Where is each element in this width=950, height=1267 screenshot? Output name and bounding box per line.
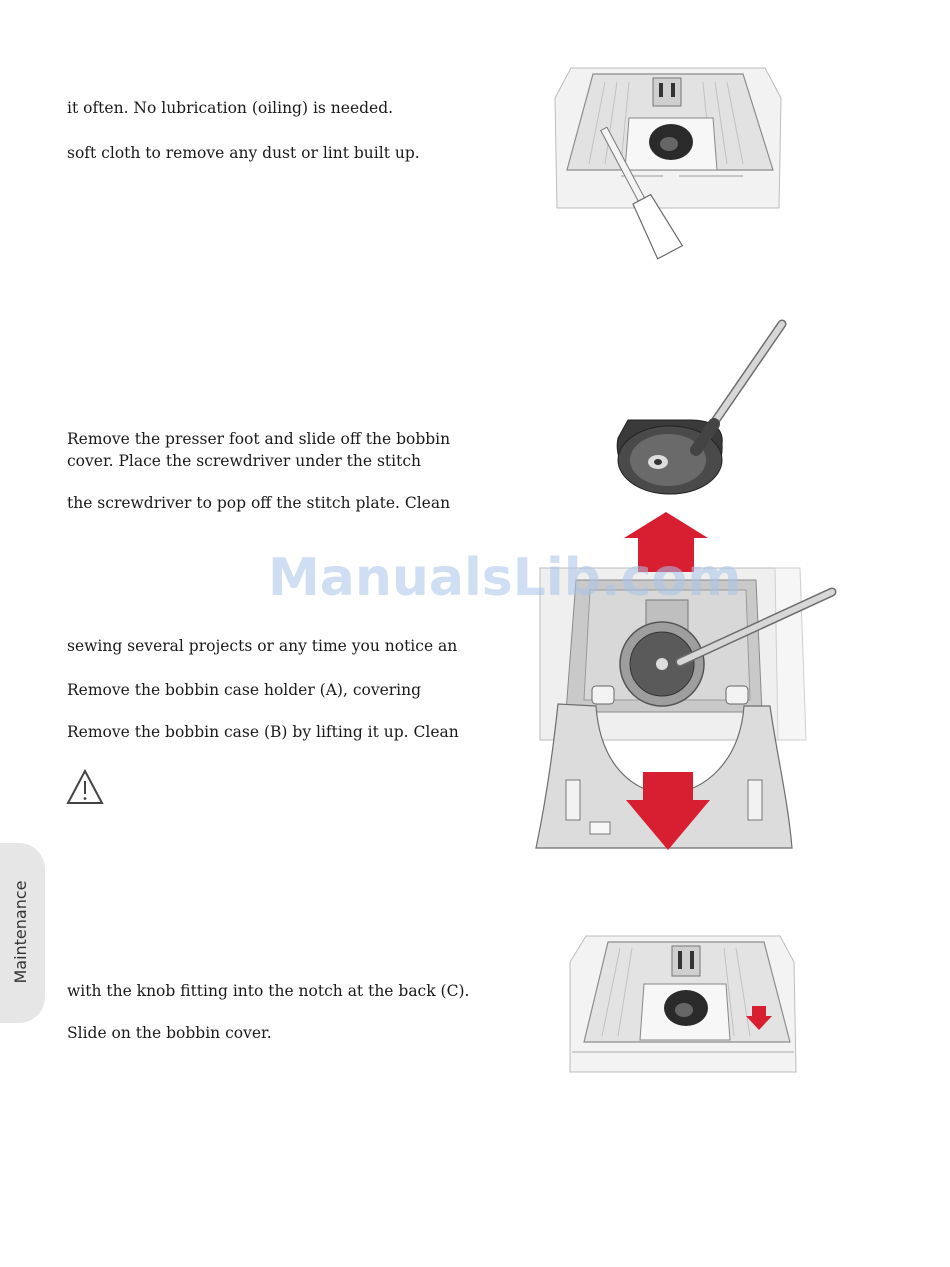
- text-line-lubrication: it often. No lubrication (oiling) is needed.: [67, 99, 394, 117]
- stitch-plate-replaced-illustration: [568, 932, 798, 1074]
- text-line-several-projects: sewing several projects or any time you notice an: [67, 637, 458, 655]
- text-line-bobbin-cover: Slide on the bobbin cover.: [67, 1024, 272, 1042]
- stitch-plate-screwdriver-illustration: [553, 58, 785, 293]
- watermark: ManualsLib.com: [268, 548, 742, 608]
- section-tab-label: Maintenance: [11, 880, 30, 984]
- text-line-remove-presser-foot: Remove the presser foot and slide off the bobbin: [67, 430, 451, 448]
- warning-triangle-icon: [66, 769, 104, 805]
- text-line-remove-holder: Remove the bobbin case holder (A), covering: [67, 681, 422, 699]
- text-line-soft-cloth: soft cloth to remove any dust or lint built up.: [67, 144, 420, 162]
- text-line-pop-off-plate: the screwdriver to pop off the stitch plate. Clean: [67, 494, 451, 512]
- text-line-knob-notch: with the knob fitting into the notch at the back (C).: [67, 982, 470, 1000]
- text-line-place-screwdriver: cover. Place the screwdriver under the stitch: [67, 452, 422, 470]
- text-line-remove-bobbin-case: Remove the bobbin case (B) by lifting it up. Clean: [67, 723, 459, 741]
- bobbin-case-brush-illustration: [610, 316, 790, 508]
